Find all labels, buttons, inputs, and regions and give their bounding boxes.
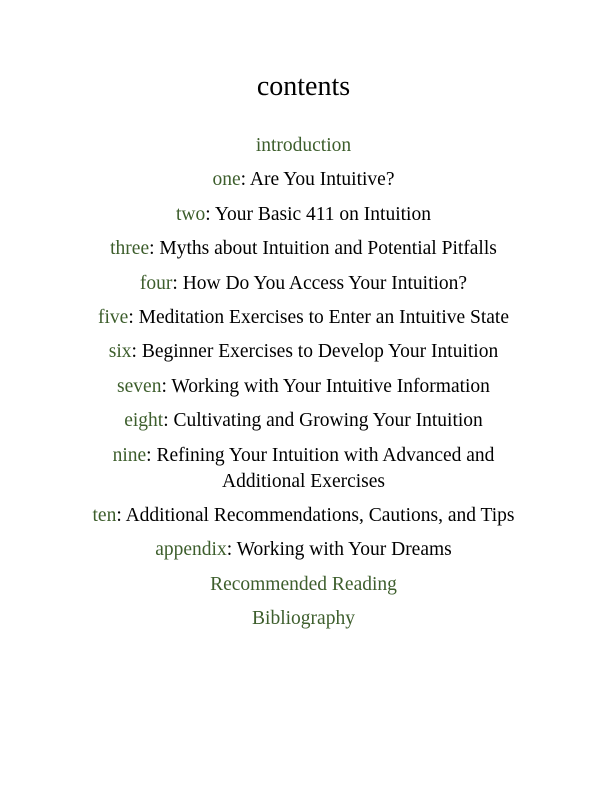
toc-chapter-title: Working with Your Dreams xyxy=(232,539,452,561)
toc-chapter-title: Cultivating and Growing Your Intuition xyxy=(168,410,483,432)
toc-separator: : xyxy=(146,444,152,466)
toc-separator: : xyxy=(172,272,178,294)
toc-entry-two[interactable] xyxy=(70,202,537,236)
toc-chapter-label: five xyxy=(97,306,129,328)
toc-entry-recommended-reading[interactable] xyxy=(70,572,537,606)
toc-entry-nine[interactable] xyxy=(70,443,537,503)
toc-separator: : xyxy=(128,306,134,328)
toc-chapter-title: Are You Intuitive? xyxy=(246,169,395,191)
toc-separator: : xyxy=(161,375,167,397)
toc-chapter-label: two xyxy=(176,203,206,225)
toc-chapter-label: four xyxy=(139,272,173,294)
toc-chapter-label: ten xyxy=(92,504,117,526)
toc-chapter-label: six xyxy=(108,341,132,363)
toc-chapter-title: Meditation Exercises to Enter an Intuitive State xyxy=(133,306,510,328)
toc-chapter-label: appendix xyxy=(155,539,227,561)
toc-chapter-title: Refining Your Intuition with Advanced and Additional Exercises xyxy=(151,444,495,492)
toc-entry-one[interactable] xyxy=(70,167,537,201)
toc-separator: : xyxy=(131,341,137,363)
toc-separator: : xyxy=(205,203,211,225)
toc-entry-bibliography[interactable] xyxy=(70,606,537,640)
toc-chapter-label: seven xyxy=(117,375,162,397)
toc-separator: : xyxy=(226,539,233,561)
toc-chapter-title: How Do You Access Your Intuition? xyxy=(177,272,468,294)
page-title: contents xyxy=(256,71,351,102)
toc-entry-four[interactable] xyxy=(70,271,537,305)
toc-entry-five[interactable] xyxy=(70,305,537,339)
toc-chapter-title: Additional Recommendations, Cautions, and Tips xyxy=(121,504,515,526)
toc-entry-six[interactable] xyxy=(70,339,537,373)
toc-separator: : xyxy=(116,504,122,526)
toc-entry-introduction[interactable] xyxy=(70,133,537,167)
toc-chapter-title: Myths about Intuition and Potential Pitfalls xyxy=(154,238,497,260)
toc-chapter-label: introduction xyxy=(255,135,352,156)
toc-chapter-title: Beginner Exercises to Develop Your Intuition xyxy=(136,341,499,363)
toc-chapter-label: eight xyxy=(124,410,164,432)
toc-separator: : xyxy=(163,410,169,432)
toc-entry-three[interactable] xyxy=(70,236,537,270)
toc-entry-ten[interactable] xyxy=(70,503,537,537)
toc-entry-eight[interactable] xyxy=(70,408,537,442)
toc-separator: : xyxy=(240,169,247,191)
toc-chapter-label: nine xyxy=(112,444,147,466)
toc-entry-appendix[interactable] xyxy=(70,537,537,571)
toc-chapter-title: Recommended Reading xyxy=(210,573,397,595)
toc-entry-seven[interactable] xyxy=(70,374,537,408)
table-of-contents xyxy=(70,133,537,640)
toc-separator: : xyxy=(149,238,155,260)
toc-chapter-title: Your Basic 411 on Intuition xyxy=(210,203,431,225)
toc-chapter-title: Working with Your Intuitive Information xyxy=(166,375,490,397)
toc-chapter-label: one xyxy=(212,169,241,191)
toc-chapter-label: three xyxy=(110,238,150,260)
toc-chapter-title: Bibliography xyxy=(252,608,355,630)
